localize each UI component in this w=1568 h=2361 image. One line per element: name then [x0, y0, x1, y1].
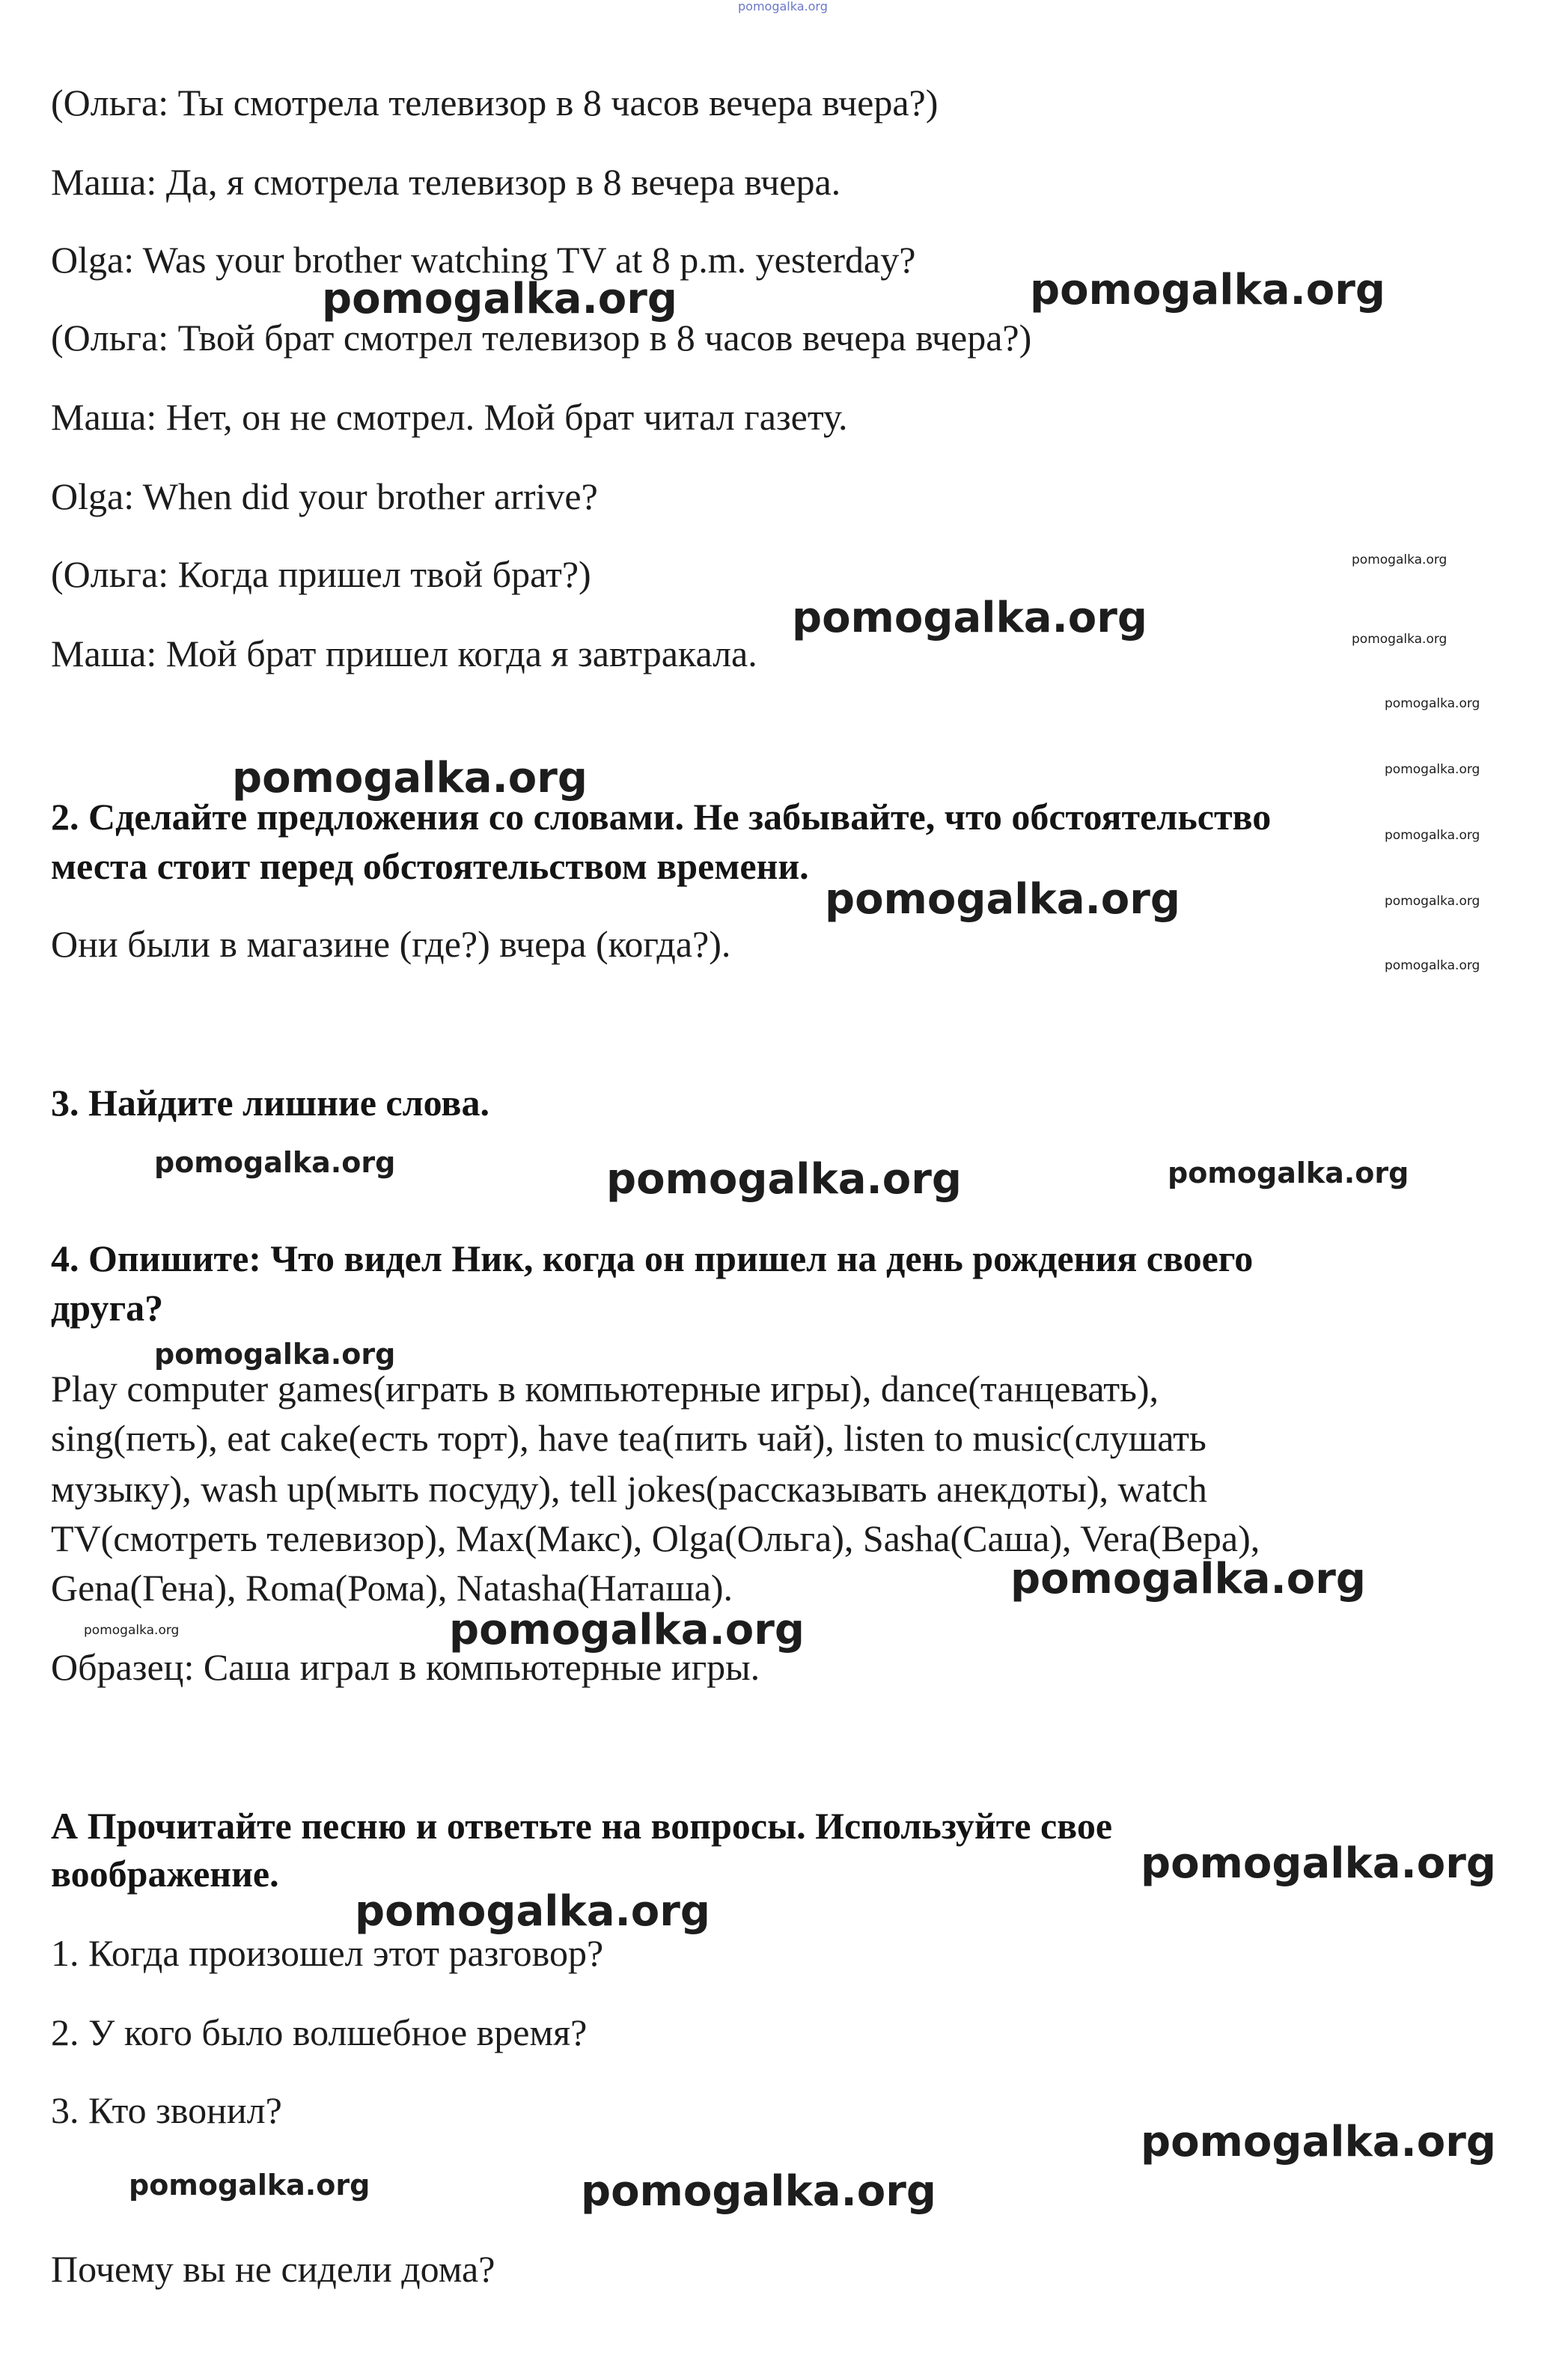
task2-heading: места стоит перед обстоятельством времени. [51, 845, 809, 887]
dialogue-line: Olga: Was your brother watching TV at 8 p.m. yesterday? [51, 239, 916, 281]
dialogue-line: (Ольга: Твой брат смотрел телевизор в 8 часов вечера вчера?) [51, 317, 1032, 359]
watermark: pomogalka.org [1385, 828, 1480, 843]
taskA-question: 3. Кто звонил? [51, 2089, 282, 2131]
watermark: pomogalka.org [1385, 696, 1480, 711]
taskA-heading: А Прочитайте песню и ответьте на вопросы. Используйте свое [51, 1805, 1113, 1847]
task4-text-line: sing(петь), eat cake(есть торт), have tea(пить чай), listen to music(слушать [51, 1417, 1206, 1459]
task4-heading: 4. Опишите: Что видел Ник, когда он пришел на день рождения своего [51, 1237, 1254, 1279]
watermark: pomogalka.org [449, 1606, 805, 1654]
taskA-question: 1. Когда произошел этот разговор? [51, 1932, 604, 1974]
watermark: pomogalka.org [154, 1338, 396, 1371]
task4-heading: друга? [51, 1287, 164, 1329]
watermark: pomogalka.org [154, 1146, 396, 1179]
watermark: pomogalka.org [1168, 1157, 1409, 1189]
watermark: pomogalka.org [825, 875, 1180, 924]
watermark: pomogalka.org [232, 754, 588, 802]
task4-text-line: Gena(Гена), Roma(Рома), Natasha(Наташа). [51, 1567, 733, 1609]
dialogue-line: Маша: Мой брат пришел когда я завтракала. [51, 633, 757, 674]
task4-text-line: музыку), wash up(мыть посуду), tell jokes(рассказывать анекдоты), watch [51, 1468, 1207, 1510]
watermark: pomogalka.org [1141, 1839, 1496, 1888]
taskA-question: 2. У кого было волшебное время? [51, 2011, 588, 2053]
watermark: pomogalka.org [84, 1623, 180, 1638]
task2-text: Они были в магазине (где?) вчера (когда?). [51, 923, 731, 965]
task4-text-line: Play computer games(играть в компьютерные игры), dance(танцевать), [51, 1368, 1159, 1410]
watermark: pomogalka.org [355, 1887, 710, 1936]
watermark: pomogalka.org [1385, 958, 1480, 973]
watermark: pomogalka.org [1141, 2118, 1496, 2166]
watermark: pomogalka.org [1352, 552, 1447, 567]
dialogue-line: (Ольга: Ты смотрела телевизор в 8 часов вечера вчера?) [51, 82, 939, 124]
watermark: pomogalka.org [581, 2167, 936, 2216]
watermark: pomogalka.org [792, 594, 1147, 642]
taskA-final-question: Почему вы не сидели дома? [51, 2248, 495, 2290]
watermark: pomogalka.org [738, 0, 828, 13]
watermark: pomogalka.org [1352, 632, 1447, 647]
dialogue-line: Olga: When did your brother arrive? [51, 475, 598, 517]
dialogue-line: Маша: Нет, он не смотрел. Мой брат читал газету. [51, 396, 848, 438]
watermark: pomogalka.org [322, 275, 677, 323]
watermark: pomogalka.org [1385, 762, 1480, 777]
taskA-heading: воображение. [51, 1853, 279, 1895]
watermark: pomogalka.org [1010, 1555, 1366, 1603]
dialogue-line: Маша: Да, я смотрела телевизор в 8 вечера вчера. [51, 161, 841, 203]
task3-heading: 3. Найдите лишние слова. [51, 1082, 489, 1124]
watermark: pomogalka.org [1030, 266, 1385, 314]
task4-text-line: TV(смотреть телевизор), Max(Макс), Olga(Ольга), Sasha(Саша), Vera(Вера), [51, 1517, 1260, 1559]
watermark: pomogalka.org [129, 2169, 370, 2202]
dialogue-line: (Ольга: Когда пришел твой брат?) [51, 553, 591, 595]
task2-heading: 2. Сделайте предложения со словами. Не забывайте, что обстоятельство [51, 796, 1272, 838]
watermark: pomogalka.org [606, 1155, 962, 1204]
watermark: pomogalka.org [1385, 894, 1480, 909]
task4-sample: Образец: Саша играл в компьютерные игры. [51, 1646, 760, 1688]
